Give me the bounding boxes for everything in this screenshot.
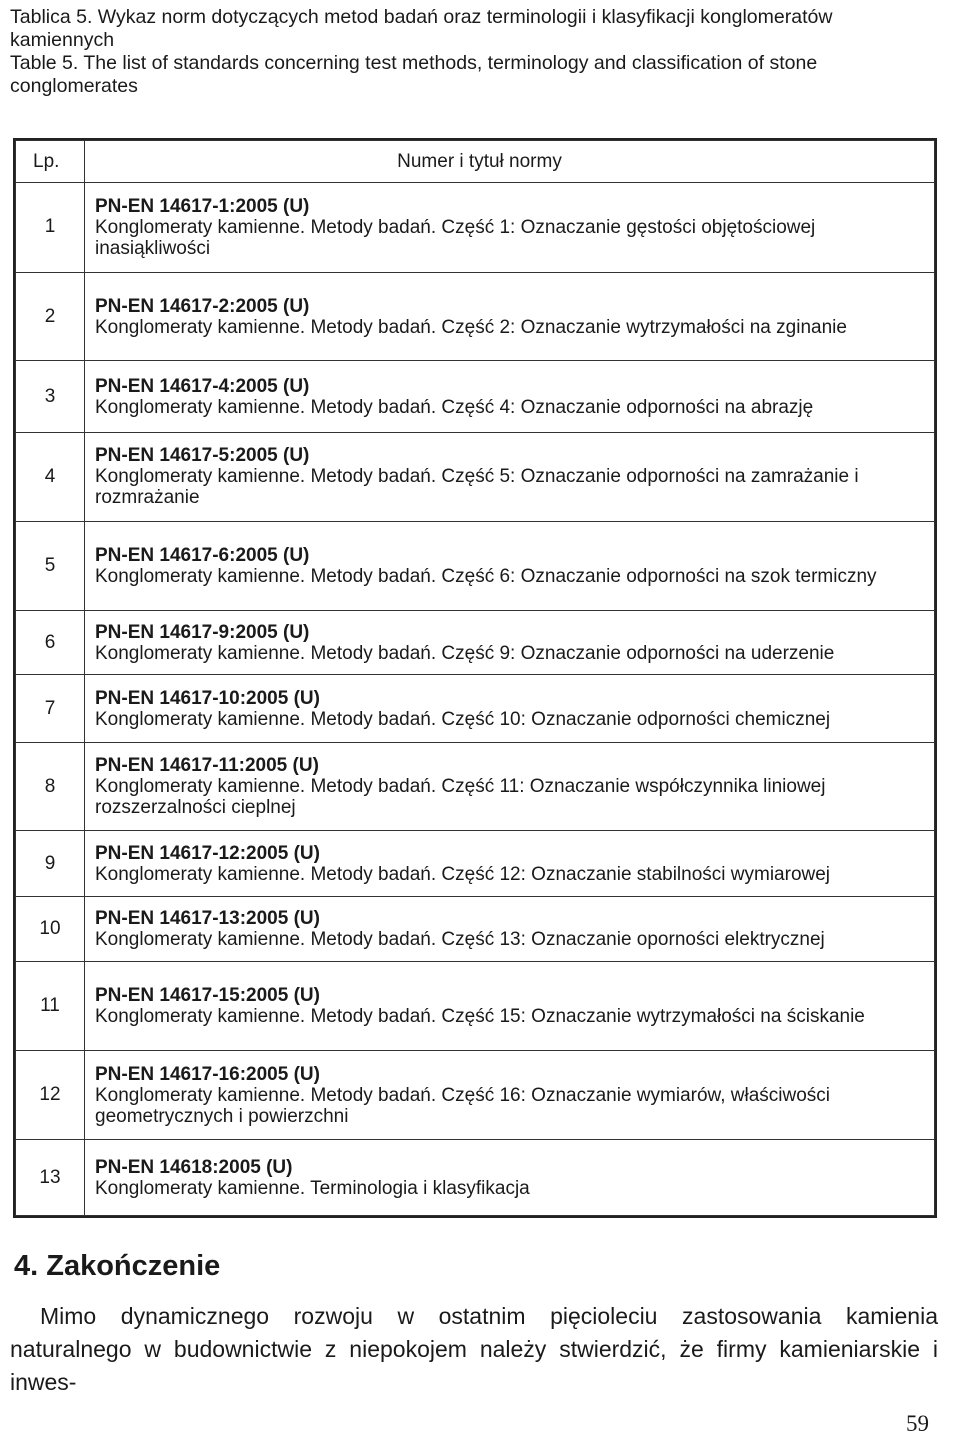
standard-code: PN-EN 14617-1:2005 (U) (95, 195, 310, 217)
column-header-title: Numer i tytuł normy (85, 141, 935, 183)
row-number: 2 (16, 272, 85, 361)
standard-code: PN-EN 14617-12:2005 (U) (95, 842, 320, 864)
standard-code: PN-EN 14617-6:2005 (U) (95, 544, 310, 566)
standard-title: Konglomeraty kamienne. Metody badań. Część 4: Oznaczanie odporności na abrazję (95, 396, 814, 418)
standards-table (13, 138, 937, 1218)
standard-title: Konglomeraty kamienne. Metody badań. Część 2: Oznaczanie wytrzymałości na zginanie (95, 316, 847, 338)
standard-cell (85, 611, 935, 675)
table-row (16, 742, 935, 831)
row-number: 4 (16, 432, 85, 521)
table-row (16, 432, 935, 521)
standard-cell (85, 675, 935, 742)
table-row (16, 896, 935, 961)
standard-cell (85, 1050, 935, 1140)
caption-polish: Tablica 5. Wykaz norm dotyczących metod badań oraz terminologii i klasyfikacji konglomeratów kamiennych (10, 6, 833, 51)
row-number: 13 (16, 1140, 85, 1216)
standard-title: Konglomeraty kamienne. Metody badań. Część 11: Oznaczanie współczynnika liniowej rozszerzalności cieplnej (95, 776, 826, 819)
standard-title: Konglomeraty kamienne. Terminologia i klasyfikacja (95, 1177, 530, 1199)
row-number: 12 (16, 1050, 85, 1140)
table-row (16, 961, 935, 1050)
table-row (16, 831, 935, 896)
table-row (16, 675, 935, 742)
table-row (16, 183, 935, 273)
standard-title: Konglomeraty kamienne. Metody badań. Część 12: Oznaczanie stabilności wymiarowej (95, 863, 831, 885)
standard-cell (85, 272, 935, 361)
standard-cell (85, 432, 935, 521)
standard-cell (85, 361, 935, 432)
caption-english: Table 5. The list of standards concerning test methods, terminology and classification of stone conglomerates (10, 52, 818, 97)
standard-cell (85, 961, 935, 1050)
standard-cell (85, 521, 935, 611)
standard-code: PN-EN 14617-11:2005 (U) (95, 755, 319, 777)
row-number: 3 (16, 361, 85, 432)
table-row (16, 521, 935, 611)
standard-cell (85, 742, 935, 831)
table-body (16, 183, 935, 1216)
standard-code: PN-EN 14617-15:2005 (U) (95, 984, 320, 1006)
table-row (16, 611, 935, 675)
standard-title: Konglomeraty kamienne. Metody badań. Część 6: Oznaczanie odporności na szok termiczny (95, 565, 877, 587)
standard-title: Konglomeraty kamienne. Metody badań. Część 13: Oznaczanie oporności elektrycznej (95, 928, 825, 950)
standard-code: PN-EN 14617-2:2005 (U) (95, 295, 310, 317)
column-header-lp: Lp. (16, 141, 85, 183)
standard-title: Konglomeraty kamienne. Metody badań. Część 15: Oznaczanie wytrzymałości na ściskanie (95, 1005, 865, 1027)
row-number: 8 (16, 742, 85, 831)
standard-code: PN-EN 14617-5:2005 (U) (95, 445, 310, 467)
row-number: 1 (16, 183, 85, 273)
table-header-row (16, 141, 935, 183)
page-number: 59 (906, 1411, 929, 1436)
row-number: 7 (16, 675, 85, 742)
standard-code: PN-EN 14617-13:2005 (U) (95, 907, 320, 929)
standard-code: PN-EN 14617-16:2005 (U) (95, 1063, 320, 1085)
table-row (16, 272, 935, 361)
row-number: 11 (16, 961, 85, 1050)
table-row (16, 361, 935, 432)
standard-cell (85, 831, 935, 896)
table-caption (10, 6, 940, 98)
table-row (16, 1050, 935, 1140)
body-paragraph: Mimo dynamicznego rozwoju w ostatnim pięcioleciu zastosowania kamienia naturalnego w budownictwie z niepokojem należy stwierdzić, że firmy kamieniarskie i inwes- (10, 1303, 938, 1395)
standard-title: Konglomeraty kamienne. Metody badań. Część 10: Oznaczanie odporności chemicznej (95, 708, 831, 730)
section-heading: 4. Zakończenie (14, 1250, 221, 1282)
standard-cell (85, 1140, 935, 1216)
standard-code: PN-EN 14617-10:2005 (U) (95, 687, 320, 709)
standard-code: PN-EN 14618:2005 (U) (95, 1156, 293, 1178)
standard-cell (85, 896, 935, 961)
row-number: 6 (16, 611, 85, 675)
standard-cell (85, 183, 935, 273)
standard-title: Konglomeraty kamienne. Metody badań. Część 9: Oznaczanie odporności na uderzenie (95, 642, 835, 664)
row-number: 9 (16, 831, 85, 896)
standard-code: PN-EN 14617-9:2005 (U) (95, 621, 310, 643)
standard-title: Konglomeraty kamienne. Metody badań. Część 5: Oznaczanie odporności na zamrażanie i rozmrażanie (95, 466, 859, 509)
table-row (16, 1140, 935, 1216)
standard-code: PN-EN 14617-4:2005 (U) (95, 375, 310, 397)
standard-title: Konglomeraty kamienne. Metody badań. Część 16: Oznaczanie wymiarów, właściwości geometrycznych i powierzchni (95, 1084, 830, 1127)
standard-title: Konglomeraty kamienne. Metody badań. Część 1: Oznaczanie gęstości objętościowej inasiąkliwości (95, 216, 816, 259)
row-number: 10 (16, 896, 85, 961)
row-number: 5 (16, 521, 85, 611)
